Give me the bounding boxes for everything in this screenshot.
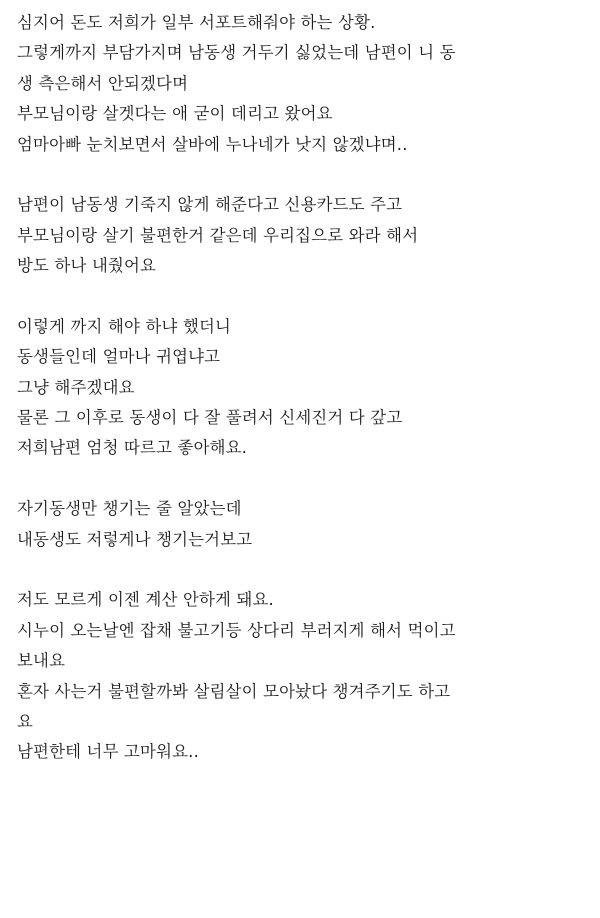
text-line: 남편이 남동생 기죽지 않게 해준다고 신용카드도 주고 xyxy=(17,195,403,215)
text-line: 물론 그 이후로 동생이 다 잘 풀려서 신세진거 다 갚고 xyxy=(17,408,403,428)
paragraph xyxy=(17,494,592,555)
paragraph xyxy=(17,312,592,464)
text-line: 요 xyxy=(17,711,34,731)
text-line: 방도 하나 내줬어요 xyxy=(17,256,157,276)
text-line: 그렇게까지 부담가지며 남동생 거두기 싫었는데 남편이 니 동 xyxy=(17,43,456,63)
paragraph xyxy=(17,8,592,160)
text-line: 이렇게 까지 해야 하냐 했더니 xyxy=(17,316,232,336)
paragraph xyxy=(17,585,592,767)
text-line: 엄마아빠 눈치보면서 살바에 누나네가 낫지 않겠냐며.. xyxy=(17,134,408,154)
text-line: 동생들인데 얼마나 귀엽냐고 xyxy=(17,347,221,367)
text-line: 내동생도 저렇게나 챙기는거보고 xyxy=(17,529,253,549)
text-line: 저도 모르게 이젠 계산 안하게 돼요. xyxy=(17,590,274,610)
text-line: 부모님이랑 살기 불편한거 같은데 우리집으로 와라 해서 xyxy=(17,225,419,245)
text-line: 그냥 해주겠대요 xyxy=(17,377,135,397)
text-line: 보내요 xyxy=(17,651,66,671)
text-line: 남편한테 너무 고마워요.. xyxy=(17,742,199,762)
text-line: 심지어 돈도 저희가 일부 서포트해줘야 하는 상황. xyxy=(17,13,376,32)
text-line: 저희남편 엄청 따르고 좋아해요. xyxy=(17,438,248,458)
text-line: 부모님이랑 살겟다는 애 굳이 데리고 왔어요 xyxy=(17,104,333,124)
paragraph-gap xyxy=(17,464,592,494)
paragraph-gap xyxy=(17,160,592,190)
text-line: 시누이 오는날엔 잡채 불고기등 상다리 부러지게 해서 먹이고 xyxy=(17,620,456,640)
paragraph-gap xyxy=(17,282,592,312)
text-line: 생 측은해서 안되겠다며 xyxy=(17,73,189,93)
text-line: 혼자 사는거 불편할까봐 살림살이 모아놨다 챙겨주기도 하고 xyxy=(17,681,451,701)
paragraph xyxy=(17,190,592,281)
paragraph-gap xyxy=(17,555,592,585)
text-line: 자기동생만 챙기는 줄 알았는데 xyxy=(17,499,242,519)
